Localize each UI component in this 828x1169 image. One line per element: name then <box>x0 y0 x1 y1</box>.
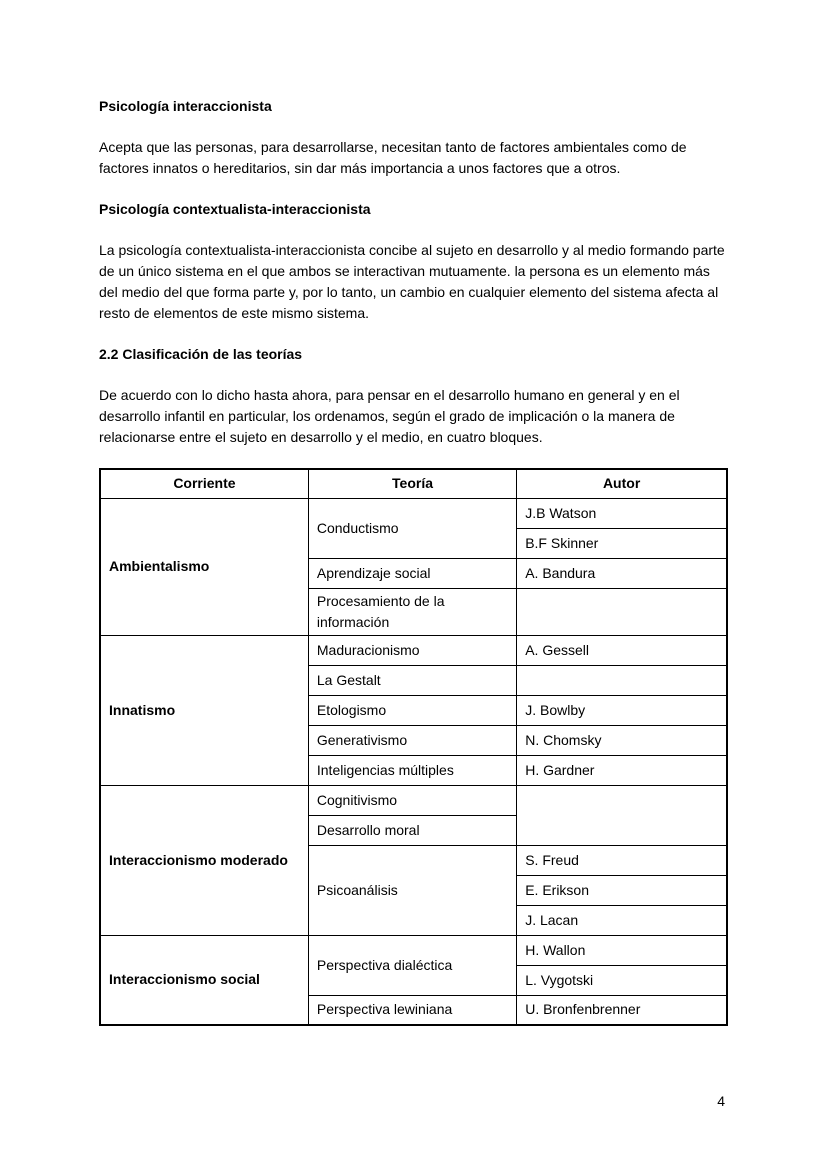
cell-autor-empty-procesamiento <box>517 588 727 635</box>
cell-autor-chomsky: N. Chomsky <box>517 725 727 755</box>
cell-corriente-innatismo: Innatismo <box>100 635 308 785</box>
cell-teoria-inteligencias: Inteligencias múltiples <box>308 755 516 785</box>
table-header-corriente: Corriente <box>100 469 308 498</box>
cell-corriente-ambientalismo: Ambientalismo <box>100 498 308 635</box>
cell-autor-freud: S. Freud <box>517 845 727 875</box>
cell-teoria-procesamiento: Procesamiento de la información <box>308 588 516 635</box>
table-row <box>100 498 727 528</box>
cell-corriente-interaccionismo-moderado: Interaccionismo moderado <box>100 785 308 935</box>
cell-corriente-interaccionismo-social: Interaccionismo social <box>100 935 308 1025</box>
section-psicologia-contextualista <box>99 199 728 324</box>
table-header-teoria: Teoría <box>308 469 516 498</box>
cell-autor-erikson: E. Erikson <box>517 875 727 905</box>
cell-autor-bronfenbrenner: U. Bronfenbrenner <box>517 995 727 1025</box>
table-row <box>100 785 727 815</box>
cell-teoria-psicoanalisis: Psicoanálisis <box>308 845 516 935</box>
cell-teoria-etologismo: Etologismo <box>308 695 516 725</box>
cell-teoria-aprendizaje-social: Aprendizaje social <box>308 558 516 588</box>
heading-psicologia-interaccionista: Psicología interaccionista <box>99 98 272 114</box>
cell-autor-lacan: J. Lacan <box>517 905 727 935</box>
cell-autor-skinner: B.F Skinner <box>517 528 727 558</box>
paragraph-psicologia-interaccionista: Acepta que las personas, para desarrollarse, necesitan tanto de factores ambientales como de factores innatos o hereditarios, sin dar más importancia a unos factores que a otros. <box>99 139 687 176</box>
cell-teoria-desarrollo-moral: Desarrollo moral <box>308 815 516 845</box>
cell-autor-bandura: A. Bandura <box>517 558 727 588</box>
table-row <box>100 935 727 965</box>
cell-teoria-generativismo: Generativismo <box>308 725 516 755</box>
cell-autor-gardner: H. Gardner <box>517 755 727 785</box>
cell-autor-vygotski: L. Vygotski <box>517 965 727 995</box>
cell-teoria-maduracionismo: Maduracionismo <box>308 635 516 665</box>
cell-teoria-perspectiva-dialectica: Perspectiva dialéctica <box>308 935 516 995</box>
cell-teoria-perspectiva-lewiniana: Perspectiva lewiniana <box>308 995 516 1025</box>
cell-teoria-cognitivismo: Cognitivismo <box>308 785 516 815</box>
theories-table <box>99 468 728 1026</box>
cell-autor-bowlby: J. Bowlby <box>517 695 727 725</box>
cell-autor-empty-cognitivismo <box>517 785 727 845</box>
cell-autor-empty-gestalt <box>517 665 727 695</box>
heading-psicologia-contextualista: Psicología contextualista-interaccionista <box>99 201 371 217</box>
cell-autor-gessell: A. Gessell <box>517 635 727 665</box>
cell-teoria-gestalt: La Gestalt <box>308 665 516 695</box>
page-number: 4 <box>717 1093 725 1109</box>
table-header-row <box>100 469 727 498</box>
cell-autor-wallon: H. Wallon <box>517 935 727 965</box>
heading-clasificacion-teorias: 2.2 Clasificación de las teorías <box>99 346 303 362</box>
cell-autor-watson: J.B Watson <box>517 498 727 528</box>
table-row <box>100 635 727 665</box>
section-psicologia-interaccionista <box>99 96 728 179</box>
cell-teoria-conductismo: Conductismo <box>308 498 516 558</box>
table-header-autor: Autor <box>517 469 727 498</box>
paragraph-clasificacion-teorias: De acuerdo con lo dicho hasta ahora, para pensar en el desarrollo humano en general y en el desarrollo infantil en particular, los ordenamos, según el grado de implicación o la manera de relacionarse entre el sujeto en desarrollo y el medio, en cuatro bloques. <box>99 387 680 445</box>
section-clasificacion-teorias <box>99 344 728 448</box>
paragraph-psicologia-contextualista: La psicología contextualista-interaccionista concibe al sujeto en desarrollo y al medio formando parte de un único sistema en el que ambos se interactivan mutuamente. la persona es un elemento más del medio del que forma parte y, por lo tanto, un cambio en cualquier elemento del sistema afecta al resto de elementos de este mismo sistema. <box>99 242 725 321</box>
